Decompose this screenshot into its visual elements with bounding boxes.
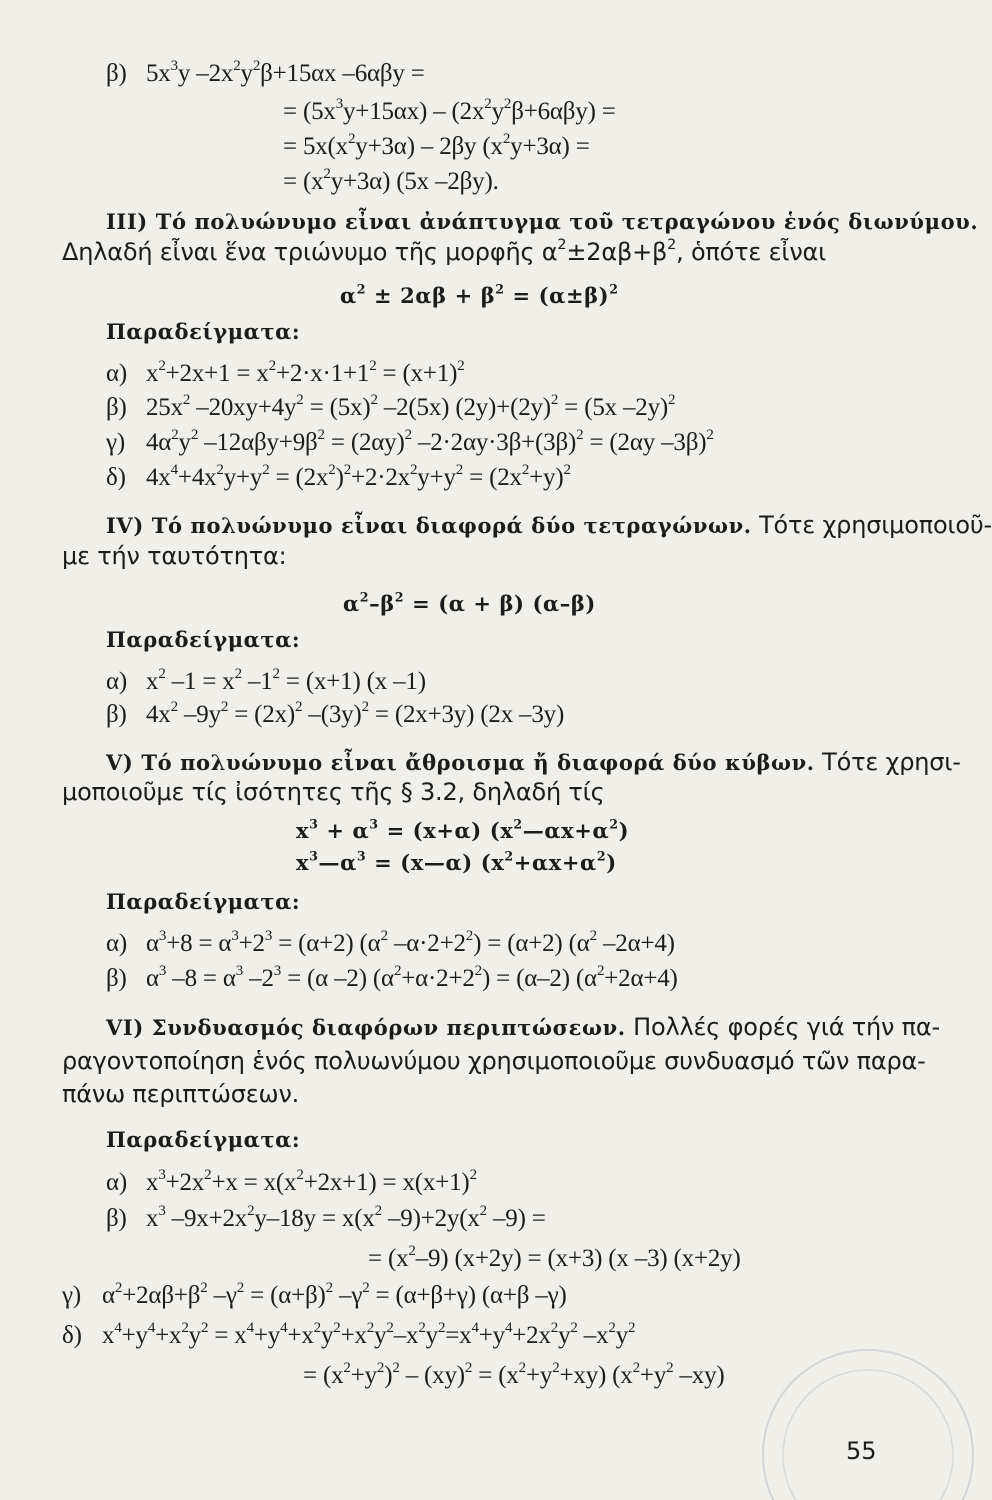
- text-line: Παραδείγματα:: [106, 889, 301, 914]
- text-line: III) Τό πολυώνυμο εἶναι ἀνάπτυγμα τοῦ τετραγώνου ἑνός διωνύμου.: [106, 209, 979, 234]
- text-line: $x^3—\alpha^3$ = (x—α) $(x^2+\alpha x+\alpha^2)$: [296, 848, 617, 875]
- text-line: Παραδείγματα:: [106, 319, 301, 344]
- text-line: Παραδείγματα:: [106, 627, 301, 652]
- text-line: β) $5x^3y$ $-2x^2y^2\beta+15\alpha x$ –6αβy =: [106, 57, 425, 87]
- text-line: β) $\alpha^3$ $-8 = \alpha^3$ $-2^3 = (\alpha$ –2) $(\alpha^2+\alpha\cdot 2+2^2) = (\alpha-2)$ $(\alpha^2+2\alpha+4)$: [106, 962, 678, 992]
- text-line: β) $25x^2$ $-20xy+4y^2 = (5x)^2$ –2(5x) $(2y)+(2y)^2 = (5x$ –2y)$^2$: [106, 391, 676, 421]
- text-line: = $(x^2y+3\alpha)$ (5x –2βy).: [283, 165, 499, 195]
- text-line: δ) $4x^4+4x^2y+y^2 = (2x^2)^2+2\cdot 2x^2y+y^2 = (2x^2+y)^2$: [106, 461, 571, 491]
- text-line: IV) Τό πολυώνυμο εἶναι διαφορά δύο τετραγώνων. Τότε χρησιμοποιοῦ-: [106, 511, 992, 539]
- text-line: α) $x^3+2x^2+x = x(x^2+2x+1) = x(x+1)^2$: [106, 1166, 477, 1196]
- text-line: = $(5x^3y+15\alpha x) - (2x^2y^2\beta+6\alpha\beta y)$ =: [283, 95, 616, 125]
- text-line: α) $x^2$ $-1 = x^2$ $-1^2 = (x+1)$ (x –1): [106, 665, 426, 695]
- text-line: γ) $\alpha^2+2\alpha\beta+\beta^2$ $-\gamma^2 = (\alpha+\beta)^2$ $-\gamma^2 = (\alpha+\beta+\gamma)$ (α+β –γ): [62, 1279, 567, 1309]
- text-line: μοποιοῦμε τίς ἰσότητες τῆς § 3.2, δηλαδή τίς: [62, 778, 605, 806]
- text-line: γ) $4\alpha^2y^2$ $-12\alpha\beta y+9\beta^2 = (2\alpha y)^2$ $-2\cdot 2\alpha y\cdot 3\beta+(3\beta)^2 = (2\alpha y$ –3β)$^2$: [106, 426, 714, 456]
- text-line: $\alpha^2-\beta^2 = (\alpha + \beta)$ (α–β): [343, 589, 596, 616]
- text-line: = $(x^2-9) (x+2y) = (x+3)$ (x –3) (x+2y): [368, 1242, 741, 1272]
- text-line: VI) Συνδυασμός διαφόρων περιπτώσεων. Πολλές φορές γιά τήν πα-: [106, 1013, 941, 1041]
- text-line: β) $4x^2$ $-9y^2 = (2x)^2$ $-(3y)^2 = (2x+3y)$ (2x –3y): [106, 698, 565, 728]
- text-line: Παραδείγματα:: [106, 1127, 301, 1152]
- text-line: β) $x^3$ $-9x+2x^2y-18y = x(x^2$ $-9)+2y(x^2$ –9) =: [106, 1202, 546, 1232]
- text-line: με τήν ταυτότητα:: [62, 542, 287, 570]
- page-number: 55: [846, 1437, 877, 1465]
- text-line: α) $x^2+2x+1 = x^2+2\cdot x\cdot 1+1^2 = (x+1)^2$: [106, 357, 465, 387]
- text-line: Δηλαδή εἶναι ἕνα τριώνυμο τῆς μορφῆς $\alpha^2\pm 2\alpha\beta+\beta^2$, ὁπότε εἶναι: [62, 237, 827, 266]
- text-line: = $(x^2+y^2)^2 - (xy)^2 = (x^2+y^2+xy)$ ($x^2+y^2$ –xy): [303, 1359, 725, 1389]
- text-line: $\alpha^2 \pm 2\alpha\beta + \beta^2 = (\alpha\pm\beta)^2$: [340, 281, 619, 308]
- text-line: α) $\alpha^3+8 = \alpha^3+2^3 = (\alpha+2)$ ($\alpha^2$ $-\alpha\cdot 2+2^2) = (\alpha+2)$ ($\alpha^2$ –2α+4): [106, 927, 675, 957]
- text-line: V) Τό πολυώνυμο εἶναι ἄθροισμα ἤ διαφορά δύο κύβων. Τότε χρησι-: [106, 748, 961, 776]
- text-line: δ) $x^4+y^4+x^2y^2 = x^4+y^4+x^2y^2+x^2y^2-x^2y^2=x^4+y^4+2x^2y^2$ $-x^2y^2$: [62, 1319, 636, 1349]
- library-stamp-icon: [748, 1330, 922, 1500]
- text-line: $x^3 + \alpha^3 = (x+\alpha)$ $(x^2—\alpha x+\alpha^2)$: [296, 816, 630, 843]
- text-line: ραγοντοποίηση ἑνός πολυωνύμου χρησιμοποιοῦμε συνδυασμό τῶν παρα-: [62, 1047, 926, 1075]
- text-line: = $5x(x^2y+3\alpha) - 2\beta y$ $(x^2y+3\alpha)$ =: [283, 130, 590, 160]
- text-line: πάνω περιπτώσεων.: [62, 1080, 300, 1108]
